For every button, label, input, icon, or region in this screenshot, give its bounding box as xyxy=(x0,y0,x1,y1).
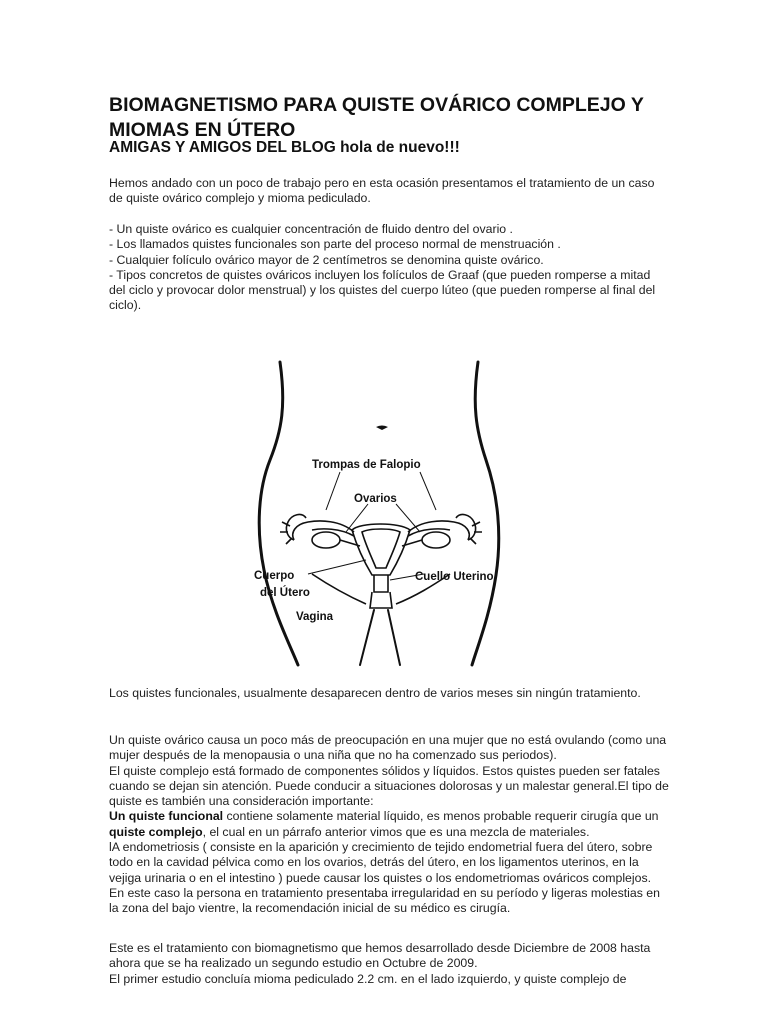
article-title: BIOMAGNETISMO PARA QUISTE OVÁRICO COMPLEJO Y MIOMAS EN ÚTERO xyxy=(109,94,644,141)
body-section xyxy=(109,733,669,917)
intro-paragraph xyxy=(109,176,669,207)
bullet-list xyxy=(109,222,669,314)
label-cuerpo: Cuerpo xyxy=(254,570,295,582)
label-utero: del Útero xyxy=(260,587,310,599)
body-text: contiene solamente material líquido, es menos probable requerir cirugía que un xyxy=(223,809,659,824)
body-text: , el cual en un párrafo anterior vimos que es una mezcla de materiales. xyxy=(202,824,590,839)
bullet-item: - Cualquier folículo ovárico mayor de 2 centímetros se denomina quiste ovárico. xyxy=(109,252,544,267)
bullet-item: - Un quiste ovárico es cualquier concentración de fluido dentro del ovario . xyxy=(109,222,513,236)
bold-term: quiste complejo xyxy=(109,824,203,839)
uterus-diagram xyxy=(250,360,530,670)
body-paragraph: lA endometriosis ( consiste en la aparición y crecimiento de tejido endometrial fuera del útero, sobre todo en la cavidad pélvica como en los ovarios, detrás del útero, en los ligamentos uterinos, en la vejiga urinaria o en el intestino ) puede causar los quistes o los endometriomas ováricos complejos. xyxy=(109,840,653,885)
intro-text: Hemos andado con un poco de trabajo pero en esta ocasión presentamos el tratamiento de un caso de quiste ovárico complejo y mioma pediculado. xyxy=(109,176,655,206)
after-diagram-text: Los quistes funcionales, usualmente desaparecen dentro de varios meses sin ningún tratamiento. xyxy=(109,686,641,700)
label-vagina: Vagina xyxy=(296,611,334,623)
organs-drawing xyxy=(280,515,482,608)
closing-paragraph: Este es el tratamiento con biomagnetismo que hemos desarrollado desde Diciembre de 2008 hasta ahora que se ha realizado un segundo estudio en Octubre de 2009. xyxy=(109,941,651,971)
body-paragraph xyxy=(109,809,669,840)
body-paragraph: En este caso la persona en tratamiento presentaba irregularidad en su período y ligeras molestias en la zona del bajo vientre, la recomendación inicial de su médico es cirugía. xyxy=(109,885,660,916)
bullet-item: - Tipos concretos de quistes ováricos incluyen los folículos de Graaf (que pueden romperse a mitad del ciclo y provocar dolor menstrual) y los quistes del cuerpo lúteo (que pueden romperse al final del ciclo). xyxy=(109,267,656,313)
article-subtitle: AMIGAS Y AMIGOS DEL BLOG hola de nuevo!!! xyxy=(109,139,460,156)
bullet-item: - Los llamados quistes funcionales son parte del proceso normal de menstruación . xyxy=(109,237,561,252)
after-diagram-paragraph xyxy=(109,686,669,701)
label-ovarios: Ovarios xyxy=(354,493,397,505)
label-trompas: Trompas de Falopio xyxy=(312,459,421,471)
closing-section xyxy=(109,941,669,987)
closing-paragraph: El primer estudio concluía mioma pediculado 2.2 cm. en el lado izquierdo, y quiste complejo de xyxy=(109,971,627,986)
navel-icon xyxy=(376,426,388,431)
body-paragraph: Un quiste ovárico causa un poco más de preocupación en una mujer que no está ovulando (como una mujer después de la menopausia o una niña que no ha comenzado sus periodos). xyxy=(109,733,667,763)
bold-term: Un quiste funcional xyxy=(109,809,224,824)
label-cuello: Cuello Uterino xyxy=(415,571,494,583)
body-paragraph: El quiste complejo está formado de componentes sólidos y líquidos. Estos quistes pueden ser fatales cuando se dejan sin atención. Puede conducir a situaciones dolorosas y un malestar general.El tipo de quiste es también una consideración importante: xyxy=(109,763,669,809)
